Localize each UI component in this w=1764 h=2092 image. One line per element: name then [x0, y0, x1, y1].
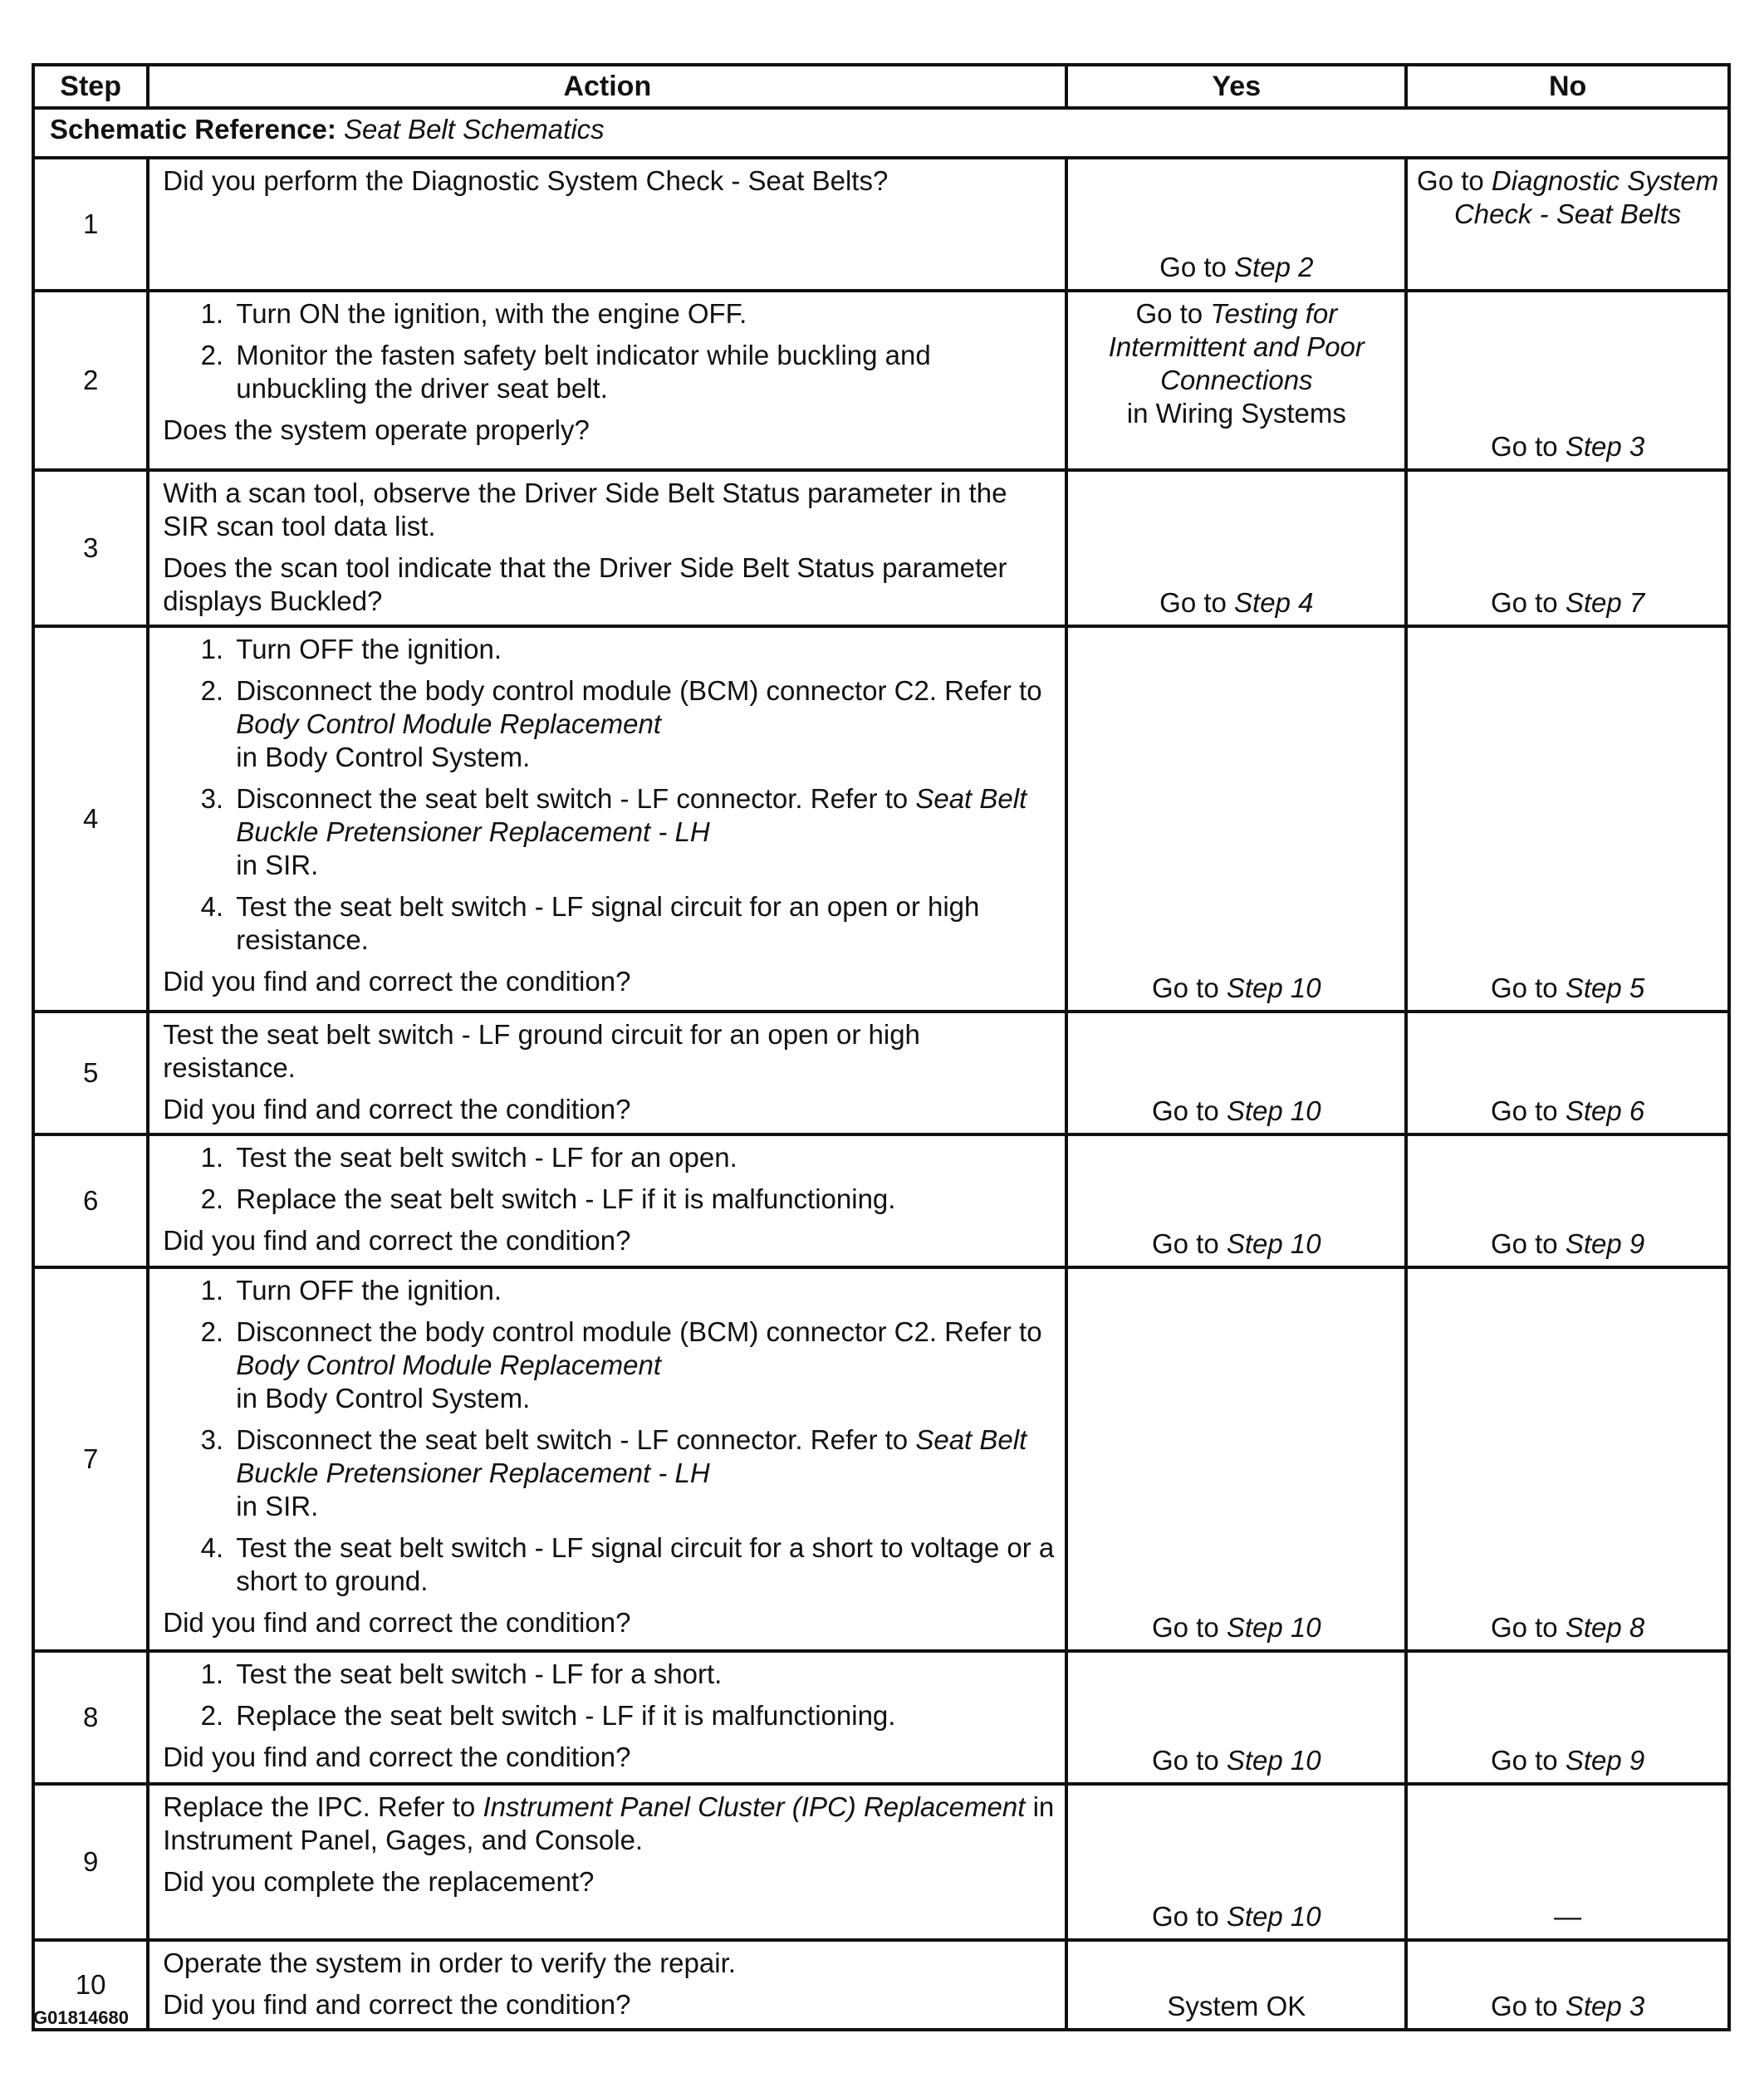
list-item — [231, 782, 1055, 882]
no-prefix: Go to — [1490, 1095, 1566, 1126]
yes-link: Step 10 — [1226, 1745, 1321, 1776]
yes-cell — [1066, 291, 1406, 470]
header-row — [33, 65, 1729, 108]
table-row — [33, 1940, 1729, 2030]
list-item: 1. Turn OFF the ignition. — [231, 1274, 1055, 1307]
no-link: Step 8 — [1565, 1612, 1645, 1643]
header-no: No — [1406, 65, 1729, 108]
item-reference: Body Control Module Replacement — [236, 708, 662, 739]
step-number: 8 — [33, 1651, 148, 1784]
step-number: 1 — [33, 158, 148, 291]
list-item: 4. Test the seat belt switch - LF signal circuit for an open or high resistance. — [231, 890, 1055, 957]
question: Did you complete the replacement? — [163, 1866, 595, 1897]
item-text-suffix: in Body Control System. — [236, 1383, 531, 1413]
no-cell — [1406, 626, 1729, 1012]
no-link: Step 7 — [1565, 587, 1645, 618]
no-prefix: Go to — [1490, 431, 1566, 462]
item-text-suffix: in SIR. — [236, 1491, 319, 1521]
no-cell — [1406, 1134, 1729, 1267]
item-reference: Seat Belt Buckle Pretensioner Replacement - LH — [236, 783, 1027, 847]
instruction-reference: Instrument Panel Cluster (IPC) Replacement — [483, 1791, 1026, 1822]
list-item — [231, 674, 1055, 774]
no-link: Step 3 — [1565, 1991, 1645, 2021]
question: Did you find and correct the condition? — [163, 1094, 631, 1124]
list-item — [231, 1423, 1055, 1523]
yes-link: Step 10 — [1226, 1228, 1321, 1259]
instruction-text-suffix: in Instrument Panel, Gages, and Console. — [163, 1791, 1055, 1855]
table-row — [33, 1012, 1729, 1134]
no-link: Diagnostic System Check - Seat Belts — [1453, 165, 1719, 229]
table-row — [33, 1784, 1729, 1940]
yes-cell — [1066, 470, 1406, 626]
table-row — [33, 1134, 1729, 1267]
yes-prefix: Go to — [1135, 298, 1211, 329]
action-cell — [148, 1940, 1066, 2030]
header-yes: Yes — [1066, 65, 1406, 108]
no-link: Step 9 — [1565, 1228, 1645, 1259]
yes-prefix: Go to — [1151, 1095, 1227, 1126]
step-number: 6 — [33, 1134, 148, 1267]
yes-prefix: Go to — [1151, 1745, 1227, 1776]
yes-link: Testing for Intermittent and Poor Connections — [1108, 298, 1365, 395]
no-cell — [1406, 1940, 1729, 2030]
yes-link: Step 4 — [1234, 587, 1314, 618]
yes-link: Step 10 — [1226, 973, 1321, 1003]
no-cell — [1406, 1267, 1729, 1651]
yes-prefix: Go to — [1159, 587, 1235, 618]
no-dash: — — [1554, 1901, 1582, 1932]
step-number: 2 — [33, 291, 148, 470]
action-cell — [148, 626, 1066, 1012]
yes-cell — [1066, 158, 1406, 291]
yes-prefix: Go to — [1151, 1228, 1227, 1259]
step-number: 5 — [33, 1012, 148, 1134]
action-cell — [148, 1012, 1066, 1134]
item-text: Disconnect the body control module (BCM) connector C2. Refer to — [236, 1316, 1042, 1347]
action-cell — [148, 1651, 1066, 1784]
item-reference: Body Control Module Replacement — [236, 1350, 662, 1380]
yes-link: Step 10 — [1226, 1901, 1321, 1932]
yes-link: Step 10 — [1226, 1095, 1321, 1126]
list-item: 1. Turn OFF the ignition. — [231, 633, 1055, 666]
question: Does the system operate properly? — [163, 414, 590, 445]
table-row — [33, 291, 1729, 470]
yes-link: Step 2 — [1234, 252, 1314, 282]
list-item — [231, 1315, 1055, 1415]
question: Did you find and correct the condition? — [163, 1989, 631, 2020]
list-item: 2. Monitor the fasten safety belt indicator while buckling and unbuckling the driver seat belt. — [231, 339, 1055, 405]
table-row — [33, 158, 1729, 291]
no-cell — [1406, 1784, 1729, 1940]
yes-cell — [1066, 1784, 1406, 1940]
action-cell — [148, 470, 1066, 626]
no-prefix: Go to — [1417, 165, 1492, 196]
action-cell — [148, 1784, 1066, 1940]
yes-prefix: Go to — [1159, 252, 1235, 282]
no-prefix: Go to — [1490, 1991, 1566, 2021]
action-cell — [148, 1267, 1066, 1651]
table-row — [33, 1651, 1729, 1784]
action-cell — [148, 158, 1066, 291]
action-cell — [148, 1134, 1066, 1267]
no-prefix: Go to — [1490, 1612, 1566, 1643]
list-item: 2. Replace the seat belt switch - LF if it is malfunctioning. — [231, 1699, 1055, 1732]
no-prefix: Go to — [1490, 1745, 1566, 1776]
table-row — [33, 470, 1729, 626]
list-item: 1. Test the seat belt switch - LF for a short. — [231, 1658, 1055, 1691]
schematic-label: Schematic Reference: — [50, 114, 336, 145]
item-reference: Seat Belt Buckle Pretensioner Replacement - LH — [236, 1424, 1027, 1488]
no-link: Step 6 — [1565, 1095, 1645, 1126]
item-text: Disconnect the body control module (BCM) connector C2. Refer to — [236, 675, 1042, 706]
table-row — [33, 1267, 1729, 1651]
item-text-suffix: in Body Control System. — [236, 742, 531, 772]
header-step: Step — [33, 65, 148, 108]
no-cell — [1406, 1651, 1729, 1784]
question: Does the scan tool indicate that the Driver Side Belt Status parameter displays Buckled? — [163, 552, 1007, 616]
diagnostic-table — [32, 63, 1731, 2031]
instruction: With a scan tool, observe the Driver Side Belt Status parameter in the SIR scan tool data list. — [163, 478, 1007, 541]
yes-suffix: in Wiring Systems — [1126, 398, 1346, 429]
instruction — [163, 1791, 1055, 1857]
item-text: Disconnect the seat belt switch - LF connector. Refer to — [236, 1424, 916, 1455]
schematic-row — [33, 108, 1729, 158]
yes-cell — [1066, 1651, 1406, 1784]
yes-cell — [1066, 1134, 1406, 1267]
yes-cell — [1066, 1012, 1406, 1134]
header-action: Action — [148, 65, 1066, 108]
step-number: 9 — [33, 1784, 148, 1940]
question: Did you find and correct the condition? — [163, 966, 631, 997]
yes-cell — [1066, 626, 1406, 1012]
no-prefix: Go to — [1490, 587, 1566, 618]
no-cell — [1406, 291, 1729, 470]
yes-cell — [1066, 1267, 1406, 1651]
no-cell — [1406, 158, 1729, 291]
no-link: Step 9 — [1565, 1745, 1645, 1776]
no-link: Step 3 — [1565, 431, 1645, 462]
step-number: 3 — [33, 470, 148, 626]
step-number: 10 — [33, 1940, 148, 2030]
yes-link: Step 10 — [1226, 1612, 1321, 1643]
table-row — [33, 626, 1729, 1012]
no-prefix: Go to — [1490, 1228, 1566, 1259]
no-link: Step 5 — [1565, 973, 1645, 1003]
step-number: 4 — [33, 626, 148, 1012]
figure-id: G01814680 — [33, 2007, 129, 2028]
yes-text: System OK — [1167, 1991, 1306, 2021]
yes-cell — [1066, 1940, 1406, 2030]
step-number: 7 — [33, 1267, 148, 1651]
question: Did you find and correct the condition? — [163, 1742, 631, 1772]
item-text: Disconnect the seat belt switch - LF connector. Refer to — [236, 783, 916, 814]
no-cell — [1406, 1012, 1729, 1134]
list-item: 4. Test the seat belt switch - LF signal circuit for a short to voltage or a short to ground. — [231, 1531, 1055, 1598]
question: Did you perform the Diagnostic System Check - Seat Belts? — [163, 165, 889, 196]
question: Did you find and correct the condition? — [163, 1607, 631, 1638]
yes-prefix: Go to — [1151, 973, 1227, 1003]
list-item: 1. Test the seat belt switch - LF for an open. — [231, 1141, 1055, 1174]
yes-prefix: Go to — [1151, 1612, 1227, 1643]
instruction-text: Replace the IPC. Refer to — [163, 1791, 483, 1822]
list-item: 2. Replace the seat belt switch - LF if it is malfunctioning. — [231, 1183, 1055, 1216]
instruction: Test the seat belt switch - LF ground circuit for an open or high resistance. — [163, 1019, 920, 1083]
list-item: 1. Turn ON the ignition, with the engine OFF. — [231, 297, 1055, 331]
question: Did you find and correct the condition? — [163, 1225, 631, 1256]
yes-prefix: Go to — [1151, 1901, 1227, 1932]
instruction: Operate the system in order to verify the repair. — [163, 1947, 736, 1978]
action-cell — [148, 291, 1066, 470]
schematic-value: Seat Belt Schematics — [344, 114, 605, 145]
no-cell — [1406, 470, 1729, 626]
no-prefix: Go to — [1490, 973, 1566, 1003]
schematic-reference — [33, 108, 1729, 158]
item-text-suffix: in SIR. — [236, 850, 319, 880]
